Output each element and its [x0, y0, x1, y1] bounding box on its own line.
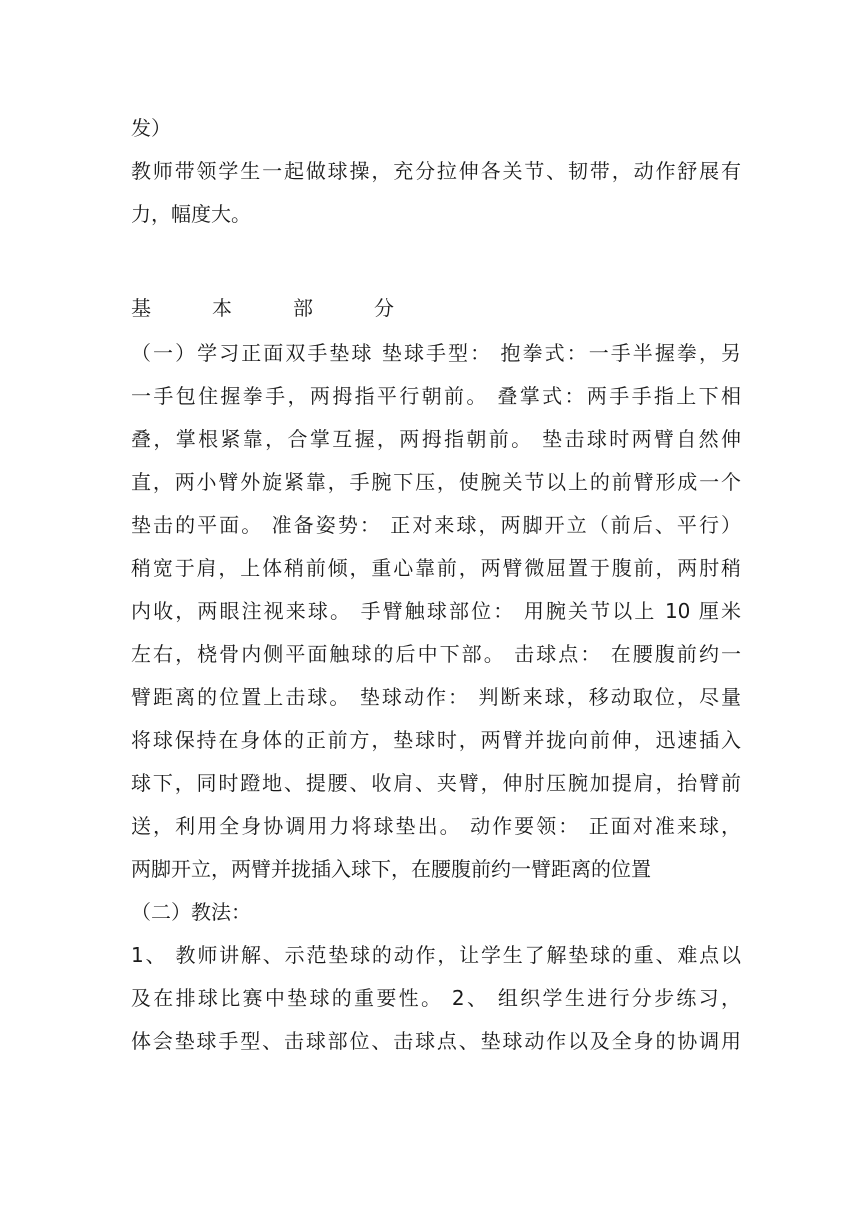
text-line: 内收，两眼注视来球。 手臂触球部位： 用腕关节以上 10 厘米 — [131, 599, 741, 623]
section-title-char: 分 — [374, 296, 394, 320]
text-line: （一）学习正面双手垫球 垫球手型： 抱拳式：一手半握拳，另 — [131, 341, 741, 365]
text-line: 两脚开立，两臂并拢插入球下，在腰腹前约一臂距离的位置 — [131, 857, 651, 881]
text-line: 将球保持在身体的正前方，垫球时，两臂并拢向前伸，迅速插入 — [131, 728, 741, 752]
text-line: 直，两小臂外旋紧靠，手腕下压，使腕关节以上的前臂形成一个 — [131, 470, 741, 494]
text-line: 力，幅度大。 — [131, 202, 251, 226]
text-line: 稍宽于肩，上体稍前倾，重心靠前，两臂微屈置于腹前，两肘稍 — [131, 556, 741, 580]
text-line: 教师带领学生一起做球操，充分拉伸各关节、韧带，动作舒展有 — [131, 159, 741, 183]
text-line: 左右，桡骨内侧平面触球的后中下部。 击球点： 在腰腹前约一 — [131, 642, 741, 666]
text-line: （二）教法： — [131, 900, 251, 924]
text-line: 发） — [131, 116, 171, 140]
text-line: 及在排球比赛中垫球的重要性。 2、 组织学生进行分步练习， — [131, 986, 741, 1010]
text-line: 体会垫球手型、击球部位、击球点、垫球动作以及全身的协调用 — [131, 1029, 741, 1053]
section-title-char: 基 — [131, 296, 151, 320]
section-title-char: 部 — [293, 296, 313, 320]
section-title — [131, 294, 455, 322]
text-line: 1、 教师讲解、示范垫球的动作，让学生了解垫球的重、难点以 — [131, 943, 741, 967]
text-line: 臂距离的位置上击球。 垫球动作： 判断来球，移动取位，尽量 — [131, 685, 741, 709]
text-line: 叠，掌根紧靠，合掌互握，两拇指朝前。 垫击球时两臂自然伸 — [131, 427, 741, 451]
text-line: 一手包住握拳手，两拇指平行朝前。 叠掌式：两手手指上下相 — [131, 384, 741, 408]
text-line: 球下，同时蹬地、提腰、收肩、夹臂，伸肘压腕加提肩，抬臂前 — [131, 771, 741, 795]
section-title-char: 本 — [212, 296, 232, 320]
text-line: 垫击的平面。 准备姿势： 正对来球，两脚开立（前后、平行） — [131, 513, 741, 537]
text-line: 送，利用全身协调用力将球垫出。 动作要领： 正面对准来球， — [131, 814, 741, 838]
